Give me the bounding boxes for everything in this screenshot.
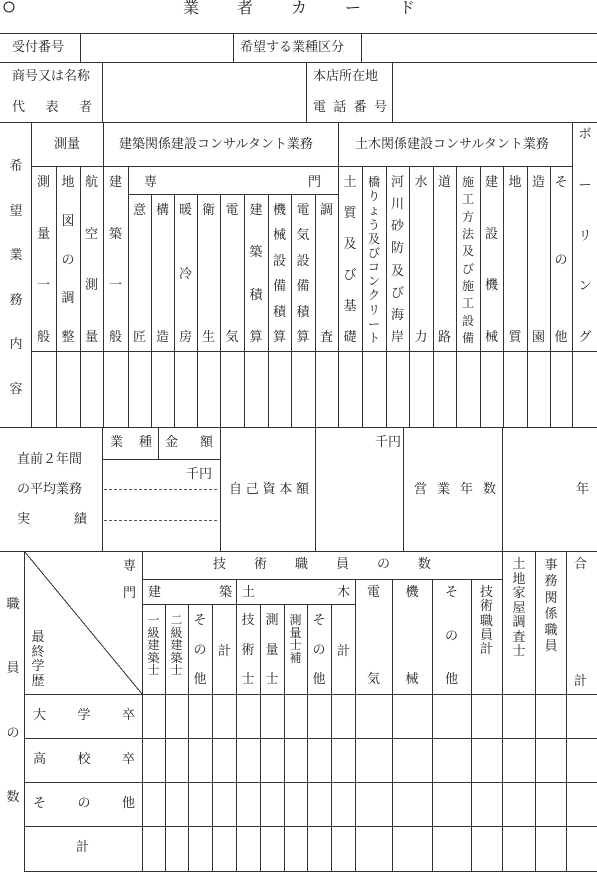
staff-col-10: 電 気 [366,585,380,687]
desired-col-12: 電 気 設 備 積 算 [296,203,310,345]
staff-cell[interactable] [433,695,471,738]
staff-cell[interactable] [143,739,165,782]
desired-col-8: 衛 生 [201,203,215,345]
desired-col-10: 建 築 積 算 [249,203,263,345]
desired-check-21[interactable] [504,352,527,427]
specialty-corner-1: 専 [123,559,137,574]
desired-col-11: 機 械 設 備 積 算 [272,203,286,345]
desired-col-22: 造 園 [531,175,545,345]
desired-col-7: 暖 冷 房 [178,203,192,345]
staff-cell[interactable] [143,783,165,826]
staff-cell[interactable] [356,739,392,782]
desired-check-13[interactable] [316,352,338,427]
desired-col-2: 地 図 の 調 整 [61,175,75,345]
desired-col-14: 土 質 及 び 基 礎 [343,175,357,345]
staff-cell[interactable] [166,827,188,870]
civil-consultant-header: 土木関係建設コンサルタント業務 [355,137,549,152]
equity-unit: 千円 [375,435,402,450]
tech-staff-header: 技 術 職 員 の 数 [213,557,431,572]
staff-cell[interactable] [567,739,597,782]
sales-amount-header: 金 額 [165,435,213,450]
staff-cell[interactable] [308,739,331,782]
desired-check-12[interactable] [292,352,315,427]
desired-check-2[interactable] [57,352,80,427]
desired-category-field[interactable] [362,34,596,62]
staff-cell[interactable] [356,783,392,826]
staff-cell[interactable] [143,827,165,870]
staff-cell[interactable] [393,783,432,826]
staff-cell[interactable] [285,827,307,870]
desired-business-label: 希 望 業 務 内 容 [9,159,23,397]
company-name-field[interactable] [103,63,306,122]
staff-cell[interactable] [536,783,566,826]
avg-performance-label-3: 実 績 [17,512,87,527]
sales-category-header: 業 種 [110,435,152,450]
desired-col-16: 河 川 砂 防 及 び 海 岸 [390,175,404,345]
staff-col-4: 計 [218,644,232,659]
arch-staff-group: 建 築 [148,585,232,600]
staff-cell[interactable] [166,739,188,782]
row-high-school: 高 校 卒 [33,752,135,767]
staff-cell[interactable] [261,783,284,826]
desired-col-19: 施 工 方 法 及 び 施 工 設 備 [461,175,474,345]
desired-check-1[interactable] [32,352,56,427]
company-name-label: 商号又は名称 [12,69,91,84]
arch-consultant-header: 建築関係建設コンサルタント業務 [119,137,313,152]
desired-check-9[interactable] [221,352,244,427]
operating-years-field[interactable] [503,428,596,551]
row-total: 計 [76,840,90,855]
staff-col-7: 測 量 士 補 [289,613,302,665]
land-surveyor-header: 土 地 家 屋 調 査 士 [512,557,526,660]
staff-cell[interactable] [189,695,212,738]
staff-cell[interactable] [308,695,331,738]
desired-category-label: 希望する業種区分 [240,40,345,55]
staff-cell[interactable] [393,827,432,870]
staff-cell[interactable] [261,827,284,870]
sales-amount-unit: 千円 [186,467,213,482]
row-university: 大 学 卒 [33,708,135,723]
staff-cell[interactable] [237,695,260,738]
staff-cell[interactable] [393,695,432,738]
staff-cell[interactable] [332,783,355,826]
arch-specialty-left: 専 [144,175,158,190]
staff-cell[interactable] [143,695,165,738]
desired-col-20: 建 設 機 械 [484,175,498,345]
desired-check-7[interactable] [175,352,197,427]
total-header-bottom: 計 [574,674,588,689]
equity-label: 自 己 資 本 額 [229,482,309,497]
staff-col-11: 機 械 [405,585,419,687]
avg-performance-label-2: の平均業務 [17,482,83,497]
staff-cell[interactable] [166,695,188,738]
desired-col-23: そ の 他 [554,175,568,345]
staff-cell[interactable] [536,739,566,782]
staff-cell[interactable] [213,739,236,782]
staff-cell[interactable] [393,739,432,782]
staff-cell[interactable] [285,695,307,738]
education-corner: 最 終 学 歴 [31,630,45,689]
staff-cell[interactable] [433,739,471,782]
staff-cell[interactable] [472,739,502,782]
survey-header: 測量 [54,137,81,152]
desired-col-21: 地 質 [508,175,522,345]
staff-cell[interactable] [356,695,392,738]
operating-years-unit: 年 [576,482,590,497]
head-office-label: 本店所在地 [313,69,379,84]
desired-check-10[interactable] [245,352,268,427]
avg-performance-label-1: 直前２年間 [17,452,83,467]
staff-cell[interactable] [285,783,307,826]
specialty-corner-2: 門 [123,586,137,601]
desired-check-16[interactable] [387,352,409,427]
form-title: 業 者 カ ー ド [183,0,415,17]
desired-check-23[interactable] [551,352,572,427]
desired-check-4[interactable] [104,352,128,427]
staff-cell[interactable] [308,783,331,826]
staff-col-5: 技 術 士 [241,613,255,687]
staff-cell[interactable] [237,827,260,870]
staff-cell[interactable] [472,695,502,738]
staff-cell[interactable] [536,695,566,738]
staff-cell[interactable] [567,827,597,870]
staff-cell[interactable] [567,695,597,738]
desired-col-6: 構 造 [155,203,169,345]
desired-check-11[interactable] [269,352,291,427]
sales-row-1[interactable] [104,460,220,489]
reception-number-field[interactable] [81,34,233,62]
staff-cell[interactable] [261,695,284,738]
staff-cell[interactable] [472,827,502,870]
desired-col-9: 電 気 [225,203,239,345]
staff-cell[interactable] [536,827,566,870]
staff-col-12: そ の 他 [444,585,458,687]
staff-cell[interactable] [166,783,188,826]
equity-field[interactable] [316,428,403,551]
staff-col-1: 一 級 建 築 士 [147,613,160,678]
staff-cell[interactable] [433,783,471,826]
staff-cell[interactable] [261,739,284,782]
staff-cell[interactable] [189,739,212,782]
staff-col-9: 計 [337,644,351,659]
staff-cell[interactable] [285,739,307,782]
desired-col-13: 調 査 [319,203,333,345]
staff-cell[interactable] [503,783,535,826]
staff-cell[interactable] [503,827,535,870]
staff-col-3: そ の 他 [193,613,207,687]
staff-col-13: 技 術 職 員 計 [479,585,493,658]
staff-cell[interactable] [213,783,236,826]
row-other: そ の 他 [33,796,135,811]
operating-years-label: 営 業 年 数 [414,482,496,497]
sales-row-2[interactable] [104,490,220,520]
staff-col-6: 測 量 士 [265,613,279,687]
desired-col-3: 航 空 測 量 [84,175,98,345]
desired-check-5[interactable] [129,352,151,427]
staff-cell[interactable] [189,783,212,826]
staff-cell[interactable] [472,783,502,826]
staff-cell[interactable] [567,783,597,826]
staff-cell[interactable] [237,739,260,782]
reception-number-label: 受付番号 [12,40,65,55]
staff-cell[interactable] [213,695,236,738]
office-staff-header: 事 務 関 係 職 員 [544,558,558,655]
staff-cell[interactable] [332,695,355,738]
desired-col-17: 水 力 [414,175,428,345]
desired-col-15: 橋 り ょ う 及 び コ ン ク リ ー ト [367,175,380,345]
desired-check-6[interactable] [152,352,174,427]
staff-cell[interactable] [237,783,260,826]
desired-check-18[interactable] [434,352,456,427]
staff-cell[interactable] [433,827,471,870]
desired-col-4: 建 築 一 般 [108,175,122,345]
total-header-top: 合 [574,557,588,572]
staff-cell[interactable] [503,739,535,782]
desired-check-19[interactable] [457,352,480,427]
desired-check-17[interactable] [410,352,433,427]
staff-col-8: そ の 他 [312,613,326,687]
staff-cell[interactable] [332,827,355,870]
boring-header: ボ ー リ ン グ [578,127,592,345]
staff-cell[interactable] [189,827,212,870]
desired-check-20[interactable] [481,352,503,427]
staff-cell[interactable] [503,695,535,738]
staff-cell[interactable] [332,739,355,782]
phone-label: 電 話 番 号 [313,100,387,115]
sales-row-3[interactable] [104,521,220,551]
desired-col-5: 意 匠 [132,203,146,345]
desired-col-18: 道 路 [437,175,451,345]
head-office-field[interactable] [393,63,596,122]
desired-check-boring[interactable] [573,352,596,427]
desired-check-8[interactable] [198,352,220,427]
arch-specialty-right: 門 [308,175,322,190]
desired-check-14[interactable] [339,352,362,427]
staff-col-2: 二 級 建 築 士 [170,613,183,678]
representative-label: 代 表 者 [12,100,92,115]
staff-cell[interactable] [356,827,392,870]
desired-check-15[interactable] [363,352,386,427]
desired-check-22[interactable] [528,352,550,427]
staff-cell[interactable] [213,827,236,870]
desired-col-1: 測 量 一 般 [36,175,50,345]
staff-count-label: 職 員 の 数 [6,597,20,805]
civil-staff-group: 土 木 [242,585,350,600]
staff-cell[interactable] [308,827,331,870]
desired-check-3[interactable] [81,352,103,427]
